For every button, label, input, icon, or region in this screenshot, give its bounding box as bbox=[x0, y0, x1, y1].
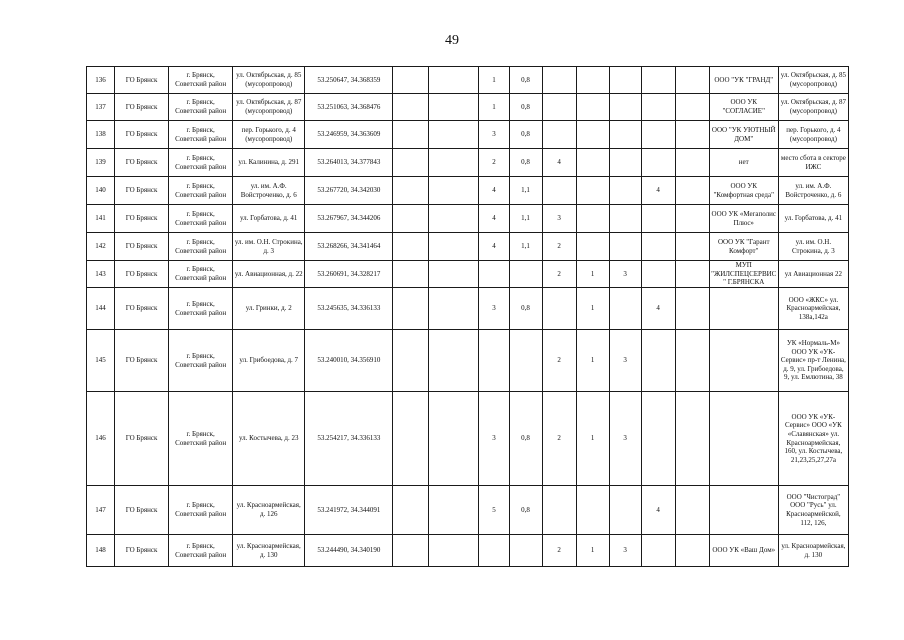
col-14 bbox=[675, 94, 709, 121]
page-number: 49 bbox=[445, 33, 459, 48]
table-row bbox=[87, 205, 849, 233]
col-13 bbox=[641, 330, 675, 392]
settlement: г. Брянск, Советский район bbox=[169, 261, 233, 288]
coordinates: 53.268266, 34.341464 bbox=[305, 233, 393, 261]
site-address: ул. им. А.Ф. Войстроченко, д. 6 bbox=[233, 177, 305, 205]
site-address: ул. Октябрьская, д. 85 (мусоропровод) bbox=[233, 67, 305, 94]
col-11 bbox=[576, 205, 609, 233]
waste-source: ул. им. О.Н. Строкина, д. 3 bbox=[778, 233, 848, 261]
table-row bbox=[87, 392, 849, 486]
container-count: 3 bbox=[479, 392, 509, 486]
table-row bbox=[87, 233, 849, 261]
settlement: г. Брянск, Советский район bbox=[169, 288, 233, 330]
table-row bbox=[87, 288, 849, 330]
row-number: 148 bbox=[87, 535, 115, 567]
waste-source: ООО "Чистоград" ООО "Русь" ул. Красноармейской, 112, 126, bbox=[778, 486, 848, 535]
site-address: ул. Калинина, д. 291 bbox=[233, 149, 305, 177]
container-count bbox=[479, 535, 509, 567]
coordinates: 53.241972, 34.344091 bbox=[305, 486, 393, 535]
waste-source: место сбота в секторе ИЖС bbox=[778, 149, 848, 177]
container-count: 3 bbox=[479, 288, 509, 330]
col-13 bbox=[641, 535, 675, 567]
row-number: 144 bbox=[87, 288, 115, 330]
settlement: г. Брянск, Советский район bbox=[169, 535, 233, 567]
col-11 bbox=[576, 67, 609, 94]
col-13 bbox=[641, 149, 675, 177]
col-10 bbox=[542, 288, 576, 330]
site-address: ул. Авиационная, д. 22 bbox=[233, 261, 305, 288]
waste-source: ООО УК «УК-Сервис» ООО «УК «Славянская» ул. Красноармейская, 160, ул. Костычева, 21,23,25,27,27а bbox=[778, 392, 848, 486]
container-volume: 0,8 bbox=[509, 67, 542, 94]
settlement: г. Брянск, Советский район bbox=[169, 486, 233, 535]
owner-name: ООО УК "СОГЛАСИЕ" bbox=[709, 94, 778, 121]
container-volume: 0,8 bbox=[509, 486, 542, 535]
municipality: ГО Брянск bbox=[115, 94, 169, 121]
col-12 bbox=[609, 67, 641, 94]
municipality: ГО Брянск bbox=[115, 177, 169, 205]
coordinates: 53.254217, 34.336133 bbox=[305, 392, 393, 486]
col-7 bbox=[429, 261, 479, 288]
container-count: 3 bbox=[479, 121, 509, 149]
col-14 bbox=[675, 486, 709, 535]
owner-name: ООО "УК УЮТНЫЙ ДОМ" bbox=[709, 121, 778, 149]
coordinates: 53.245635, 34.336133 bbox=[305, 288, 393, 330]
site-address: ул. Горбатова, д. 41 bbox=[233, 205, 305, 233]
table-row bbox=[87, 330, 849, 392]
container-count bbox=[479, 330, 509, 392]
col-10: 2 bbox=[542, 330, 576, 392]
row-number: 142 bbox=[87, 233, 115, 261]
table-row bbox=[87, 67, 849, 94]
container-volume bbox=[509, 330, 542, 392]
site-address: ул. Красноармейская, д. 126 bbox=[233, 486, 305, 535]
settlement: г. Брянск, Советский район bbox=[169, 233, 233, 261]
settlement: г. Брянск, Советский район bbox=[169, 330, 233, 392]
col-6 bbox=[393, 535, 429, 567]
col-10 bbox=[542, 121, 576, 149]
col-6 bbox=[393, 392, 429, 486]
col-7 bbox=[429, 177, 479, 205]
col-14 bbox=[675, 149, 709, 177]
coordinates: 53.251063, 34.368476 bbox=[305, 94, 393, 121]
col-11 bbox=[576, 233, 609, 261]
col-12 bbox=[609, 205, 641, 233]
row-number: 147 bbox=[87, 486, 115, 535]
waste-source: ул. Красноармейская, д. 130 bbox=[778, 535, 848, 567]
col-13 bbox=[641, 261, 675, 288]
col-7 bbox=[429, 486, 479, 535]
col-6 bbox=[393, 261, 429, 288]
table-row bbox=[87, 94, 849, 121]
site-address: ул. им. О.Н. Строкина, д. 3 bbox=[233, 233, 305, 261]
waste-source: ул. Горбатова, д. 41 bbox=[778, 205, 848, 233]
municipality: ГО Брянск bbox=[115, 67, 169, 94]
col-11: 1 bbox=[576, 330, 609, 392]
col-13 bbox=[641, 121, 675, 149]
municipality: ГО Брянск bbox=[115, 288, 169, 330]
col-6 bbox=[393, 205, 429, 233]
owner-name: ООО УК "Гарант Комфорт" bbox=[709, 233, 778, 261]
col-11: 1 bbox=[576, 535, 609, 567]
municipality: ГО Брянск bbox=[115, 121, 169, 149]
col-13: 4 bbox=[641, 177, 675, 205]
col-13 bbox=[641, 392, 675, 486]
container-volume: 1,1 bbox=[509, 177, 542, 205]
col-7 bbox=[429, 67, 479, 94]
col-14 bbox=[675, 535, 709, 567]
container-volume: 0,8 bbox=[509, 94, 542, 121]
municipality: ГО Брянск bbox=[115, 205, 169, 233]
settlement: г. Брянск, Советский район bbox=[169, 121, 233, 149]
waste-source: УК «Нормаль-М» ООО УК «УК-Сервис» пр-т Ленина, д. 9, ул. Грибоедова, 9, ул. Емлютина, 38 bbox=[778, 330, 848, 392]
col-12: 3 bbox=[609, 392, 641, 486]
col-10 bbox=[542, 94, 576, 121]
col-11 bbox=[576, 486, 609, 535]
row-number: 137 bbox=[87, 94, 115, 121]
owner-name: ООО УК «Мегаполис Плюс» bbox=[709, 205, 778, 233]
row-number: 145 bbox=[87, 330, 115, 392]
row-number: 140 bbox=[87, 177, 115, 205]
col-14 bbox=[675, 261, 709, 288]
row-number: 146 bbox=[87, 392, 115, 486]
waste-source: ул. Октябрьская, д. 87 (мусоропровод) bbox=[778, 94, 848, 121]
waste-source: пер. Горького, д. 4 (мусоропровод) bbox=[778, 121, 848, 149]
container-volume: 0,8 bbox=[509, 392, 542, 486]
col-10: 2 bbox=[542, 392, 576, 486]
container-volume: 0,8 bbox=[509, 149, 542, 177]
municipality: ГО Брянск bbox=[115, 261, 169, 288]
col-13: 4 bbox=[641, 486, 675, 535]
col-11 bbox=[576, 121, 609, 149]
col-12 bbox=[609, 233, 641, 261]
container-volume: 0,8 bbox=[509, 121, 542, 149]
settlement: г. Брянск, Советский район bbox=[169, 177, 233, 205]
col-12: 3 bbox=[609, 261, 641, 288]
settlement: г. Брянск, Советский район bbox=[169, 392, 233, 486]
col-11 bbox=[576, 94, 609, 121]
col-7 bbox=[429, 330, 479, 392]
col-14 bbox=[675, 288, 709, 330]
col-12: 3 bbox=[609, 535, 641, 567]
col-7 bbox=[429, 535, 479, 567]
coordinates: 53.260691, 34.328217 bbox=[305, 261, 393, 288]
site-address: ул. Костычева, д. 23 bbox=[233, 392, 305, 486]
col-7 bbox=[429, 121, 479, 149]
row-number: 141 bbox=[87, 205, 115, 233]
coordinates: 53.264013, 34.377843 bbox=[305, 149, 393, 177]
col-10: 3 bbox=[542, 205, 576, 233]
col-6 bbox=[393, 177, 429, 205]
container-count: 5 bbox=[479, 486, 509, 535]
owner-name: ООО "УК "ГРАНД" bbox=[709, 67, 778, 94]
row-number: 139 bbox=[87, 149, 115, 177]
container-volume bbox=[509, 261, 542, 288]
table-row bbox=[87, 177, 849, 205]
container-count bbox=[479, 261, 509, 288]
site-address: ул. Октябрьская, д. 87 (мусоропровод) bbox=[233, 94, 305, 121]
settlement: г. Брянск, Советский район bbox=[169, 149, 233, 177]
coordinates: 53.267720, 34.342030 bbox=[305, 177, 393, 205]
owner-name bbox=[709, 288, 778, 330]
col-12 bbox=[609, 177, 641, 205]
table-row bbox=[87, 486, 849, 535]
register-table bbox=[86, 66, 849, 567]
col-12 bbox=[609, 94, 641, 121]
site-address: ул. Гринки, д. 2 bbox=[233, 288, 305, 330]
site-address: ул. Красноармейская, д. 130 bbox=[233, 535, 305, 567]
col-14 bbox=[675, 330, 709, 392]
col-11: 1 bbox=[576, 392, 609, 486]
container-count: 2 bbox=[479, 149, 509, 177]
col-7 bbox=[429, 392, 479, 486]
col-14 bbox=[675, 392, 709, 486]
col-6 bbox=[393, 330, 429, 392]
table-row bbox=[87, 261, 849, 288]
col-11 bbox=[576, 177, 609, 205]
col-7 bbox=[429, 94, 479, 121]
col-6 bbox=[393, 288, 429, 330]
table-row bbox=[87, 121, 849, 149]
settlement: г. Брянск, Советский район bbox=[169, 205, 233, 233]
table-row bbox=[87, 149, 849, 177]
municipality: ГО Брянск bbox=[115, 486, 169, 535]
col-13 bbox=[641, 67, 675, 94]
row-number: 143 bbox=[87, 261, 115, 288]
owner-name: МУП "ЖИЛСПЕЦСЕРВИС" Г.БРЯНСКА bbox=[711, 261, 777, 287]
owner-name bbox=[709, 330, 778, 392]
container-count: 1 bbox=[479, 94, 509, 121]
waste-source: ул. им. А.Ф. Войстроченко, д. 6 bbox=[778, 177, 848, 205]
col-12 bbox=[609, 288, 641, 330]
coordinates: 53.267967, 34.344206 bbox=[305, 205, 393, 233]
col-12 bbox=[609, 149, 641, 177]
site-address: пер. Горького, д. 4 (мусоропровод) bbox=[233, 121, 305, 149]
col-6 bbox=[393, 67, 429, 94]
col-12 bbox=[609, 121, 641, 149]
col-10: 2 bbox=[542, 233, 576, 261]
municipality: ГО Брянск bbox=[115, 535, 169, 567]
col-13 bbox=[641, 233, 675, 261]
col-14 bbox=[675, 67, 709, 94]
owner-name: ООО УК "Комфортная среда" bbox=[709, 177, 778, 205]
table-body bbox=[87, 67, 849, 567]
container-volume bbox=[509, 535, 542, 567]
col-12: 3 bbox=[609, 330, 641, 392]
col-14 bbox=[675, 205, 709, 233]
row-number: 136 bbox=[87, 67, 115, 94]
settlement: г. Брянск, Советский район bbox=[169, 67, 233, 94]
col-10 bbox=[542, 486, 576, 535]
table-row bbox=[87, 535, 849, 567]
container-count: 4 bbox=[479, 233, 509, 261]
col-10: 4 bbox=[542, 149, 576, 177]
col-10: 2 bbox=[542, 261, 576, 288]
col-6 bbox=[393, 94, 429, 121]
container-count: 4 bbox=[479, 205, 509, 233]
col-13: 4 bbox=[641, 288, 675, 330]
col-7 bbox=[429, 288, 479, 330]
coordinates: 53.246959, 34.363609 bbox=[305, 121, 393, 149]
owner-name bbox=[709, 486, 778, 535]
site-address: ул. Грибоедова, д. 7 bbox=[233, 330, 305, 392]
col-6 bbox=[393, 121, 429, 149]
col-14 bbox=[675, 121, 709, 149]
settlement: г. Брянск, Советский район bbox=[169, 94, 233, 121]
col-11 bbox=[576, 149, 609, 177]
container-volume: 1,1 bbox=[509, 205, 542, 233]
col-10: 2 bbox=[542, 535, 576, 567]
container-count: 1 bbox=[479, 67, 509, 94]
col-13 bbox=[641, 94, 675, 121]
owner-name: нет bbox=[709, 149, 778, 177]
col-6 bbox=[393, 486, 429, 535]
col-6 bbox=[393, 233, 429, 261]
col-12 bbox=[609, 486, 641, 535]
coordinates: 53.250647, 34.368359 bbox=[305, 67, 393, 94]
col-7 bbox=[429, 149, 479, 177]
owner-name: ООО УК «Ваш Дом» bbox=[709, 535, 778, 567]
container-volume: 0,8 bbox=[509, 288, 542, 330]
col-10 bbox=[542, 67, 576, 94]
container-volume: 1,1 bbox=[509, 233, 542, 261]
waste-source: ул Авиационная 22 bbox=[778, 261, 848, 288]
municipality: ГО Брянск bbox=[115, 149, 169, 177]
waste-source: ул. Октябрьская, д. 85 (мусоропровод) bbox=[778, 67, 848, 94]
col-7 bbox=[429, 205, 479, 233]
col-11: 1 bbox=[576, 288, 609, 330]
col-13 bbox=[641, 205, 675, 233]
municipality: ГО Брянск bbox=[115, 233, 169, 261]
waste-source: ООО «ЖКС» ул. Красноармейская, 138а,142а bbox=[778, 288, 848, 330]
container-count: 4 bbox=[479, 177, 509, 205]
municipality: ГО Брянск bbox=[115, 392, 169, 486]
col-6 bbox=[393, 149, 429, 177]
col-7 bbox=[429, 233, 479, 261]
owner-name bbox=[709, 392, 778, 486]
coordinates: 53.240010, 34.356910 bbox=[305, 330, 393, 392]
col-11: 1 bbox=[576, 261, 609, 288]
col-14 bbox=[675, 177, 709, 205]
col-14 bbox=[675, 233, 709, 261]
row-number: 138 bbox=[87, 121, 115, 149]
col-10 bbox=[542, 177, 576, 205]
coordinates: 53.244490, 34.340190 bbox=[305, 535, 393, 567]
municipality: ГО Брянск bbox=[115, 330, 169, 392]
